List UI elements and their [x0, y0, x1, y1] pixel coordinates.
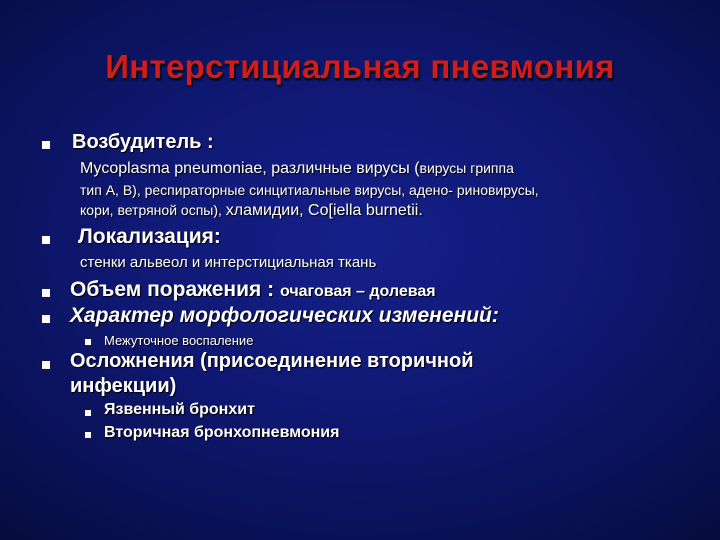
complications-heading-main: Осложнения [70, 350, 201, 372]
pathogen-heading: Возбудитель : [72, 131, 214, 153]
complications-heading-line-1 [70, 350, 474, 373]
extent-heading: Объем поражения : [70, 278, 280, 301]
extent-line [70, 278, 436, 302]
complication-item-1: Язвенный бронхит [104, 401, 255, 418]
pathogen-line-3 [80, 202, 423, 220]
slide-title: Интерстициальная пневмония [105, 48, 615, 85]
complications-heading-rest: (присоединение вторичной [200, 350, 474, 372]
pathogen-line-3-small: кори, ветряной оспы), [80, 202, 226, 218]
extent-value: очаговая – долевая [279, 283, 436, 300]
bullet-morphology-icon [42, 315, 50, 323]
morphology-heading: Характер морфологических изменений: [70, 304, 499, 327]
bullet-localization-icon [42, 236, 50, 244]
localization-text: стенки альвеол и интерстициальная ткань [80, 254, 377, 271]
pathogen-line-2: тип А, В), респираторные синцитиальные вирусы, адено- риновирусы, [80, 182, 539, 198]
pathogen-line-1 [80, 160, 514, 178]
bullet-morphology-item-icon [85, 339, 91, 345]
complication-item-2: Вторичная бронхопневмония [104, 424, 340, 441]
bullet-extent-icon [42, 289, 50, 297]
morphology-item: Межуточное воспаление [104, 333, 254, 348]
bullet-pathogen-icon [42, 141, 50, 149]
pathogen-line-1-main: Mycoplasma pneumoniae, различные вирусы ( [80, 160, 420, 177]
localization-heading: Локализация: [78, 225, 221, 248]
bullet-complications-icon [42, 361, 50, 369]
pathogen-line-3-main: хламидии, Co[iella burnetii. [225, 202, 423, 219]
pathogen-line-1-small: вирусы гриппа [419, 160, 514, 176]
bullet-complication-1-icon [85, 410, 91, 416]
bullet-complication-2-icon [85, 432, 91, 438]
complications-heading-line-2: инфекции) [70, 375, 177, 397]
